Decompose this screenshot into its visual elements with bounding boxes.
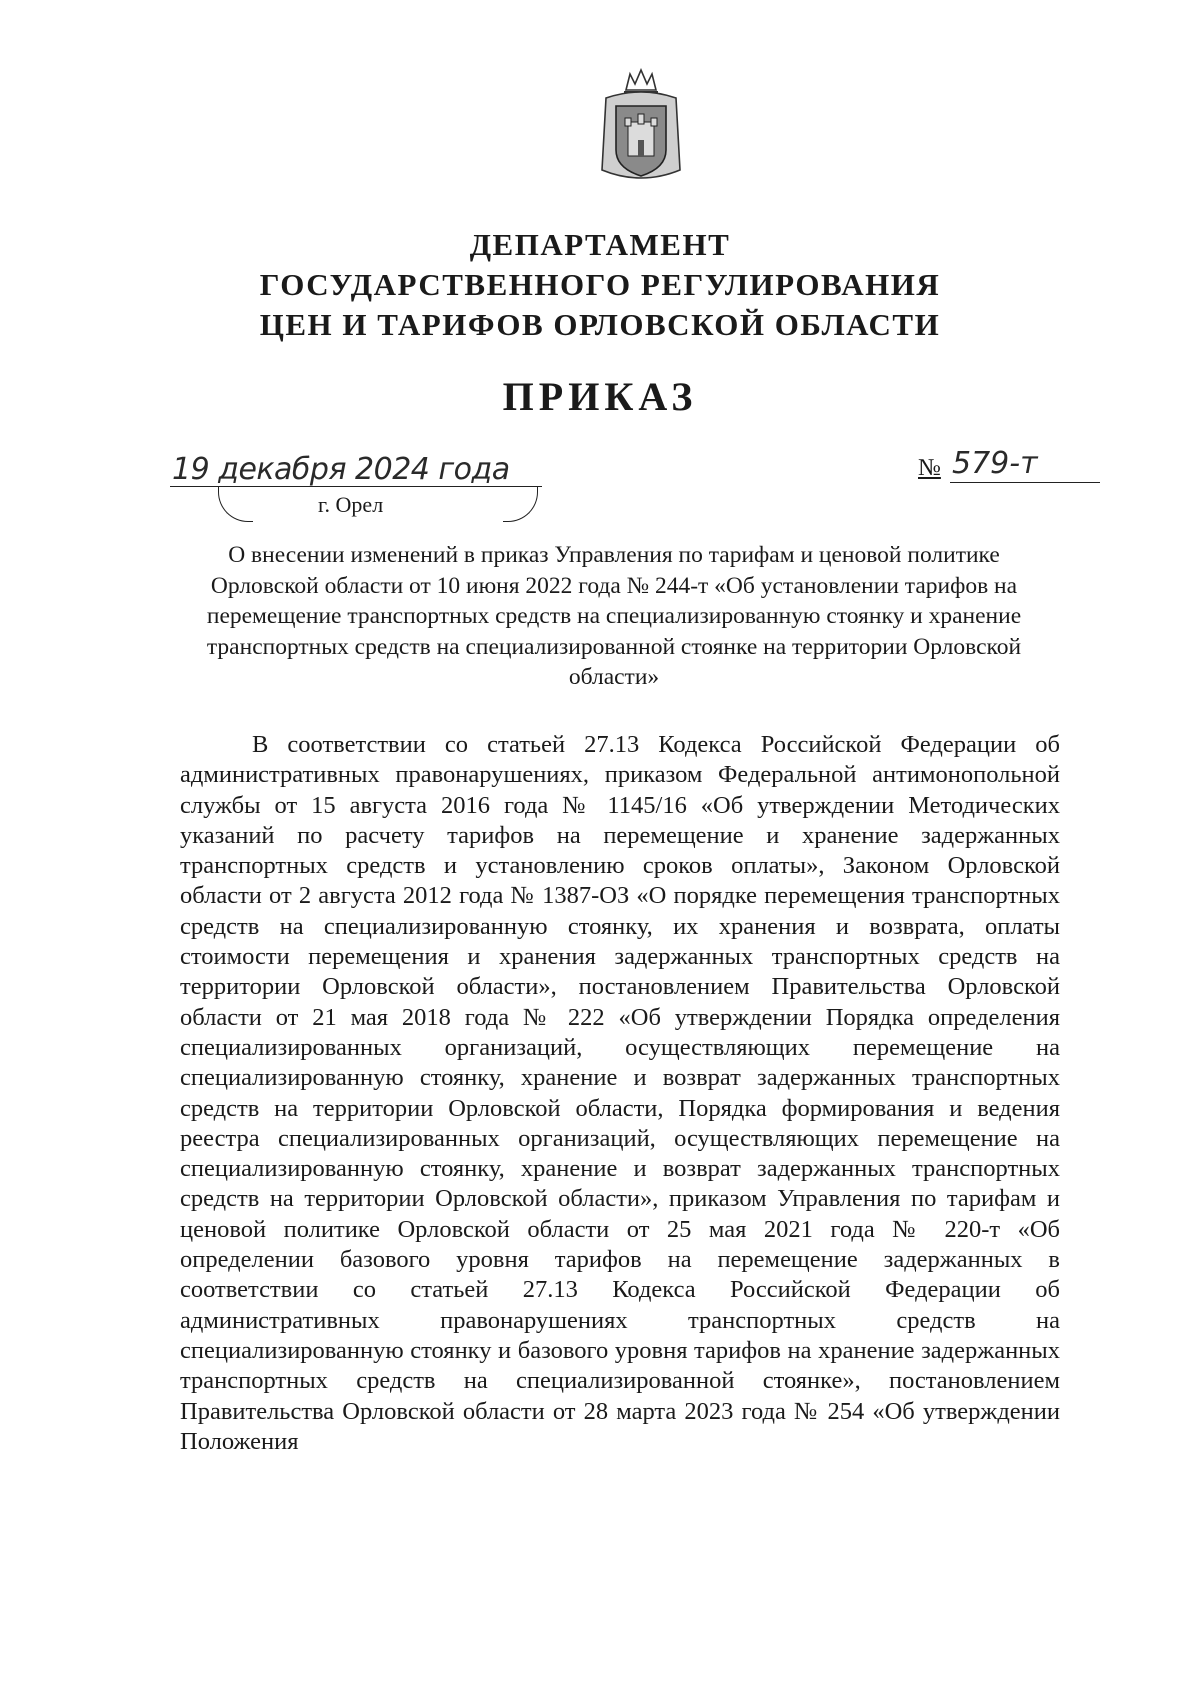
document-type-title: ПРИКАЗ (502, 374, 698, 419)
handwritten-order-number: 579-т (952, 446, 1038, 481)
department-title-line3: ЦЕН И ТАРИФОВ ОРЛОВСКОЙ ОБЛАСТИ (259, 307, 941, 342)
left-bracket-mark (218, 487, 253, 522)
department-title-line1: ДЕПАРТАМЕНТ (469, 227, 731, 262)
handwritten-date: 19 декабря 2024 года (172, 452, 510, 487)
number-sign: № (918, 455, 941, 481)
city-label: г. Орел (318, 492, 384, 517)
order-subject: О внесении изменений в приказ Управления по тарифам и ценовой политике Орловской области от 10 июня 2022 года № 244-т «Об установлении тарифов на перемещение транспортных средств на специализированную стоянку и хранение транспортных средств на специализированной стоянке на территории Орловской области» (206, 542, 1022, 690)
right-bracket-mark (503, 487, 538, 522)
coat-of-arms-icon (598, 68, 684, 188)
department-title-line2: ГОСУДАРСТВЕННОГО РЕГУЛИРОВАНИЯ (259, 267, 941, 302)
number-underline (950, 482, 1100, 483)
order-body-paragraph: В соответствии со статьей 27.13 Кодекса Российской Федерации об административных правонарушениях, приказом Федеральной антимонопольной службы от 15 августа 2016 года № 1145/16 «Об утверждении Методических указаний по расчету тарифов на перемещение и хранение задержанных транспортных средств и установлению сроков оплаты», Законом Орловской области от 2 августа 2012 года № 1387-ОЗ «О порядке перемещения транспортных средств на специализированную стоянку, их хранения и возврата, оплаты стоимости перемещения и хранения задержанных транспортных средств на территории Орловской области», постановлением Правительства Орловской области от 21 мая 2018 года № 222 «Об утверждении Порядка определения специализированных организаций, осуществляющих перемещение на специализированную стоянку, хранение и возврат задержанных транспортных средств на территории Орловской области, Порядка формирования и ведения реестра специализированных организаций, осуществляющих перемещение на специализированную стоянку, хранение и возврат задержанных транспортных средств на территории Орловской области», приказом Управления по тарифам и ценовой политике Орловской области от 25 мая 2021 года № 220-т «Об определении базового уровня тарифов на перемещение задержанных в соответствии со статьей 27.13 Кодекса Российской Федерации об административных правонарушениях транспортных средств на специализированную стоянку и базового уровня тарифов на хранение задержанных транспортных средств на специализированной стоянке», постановлением Правительства Орловской области от 28 марта 2023 года № 254 «Об утверждении Положения (180, 731, 1060, 1455)
